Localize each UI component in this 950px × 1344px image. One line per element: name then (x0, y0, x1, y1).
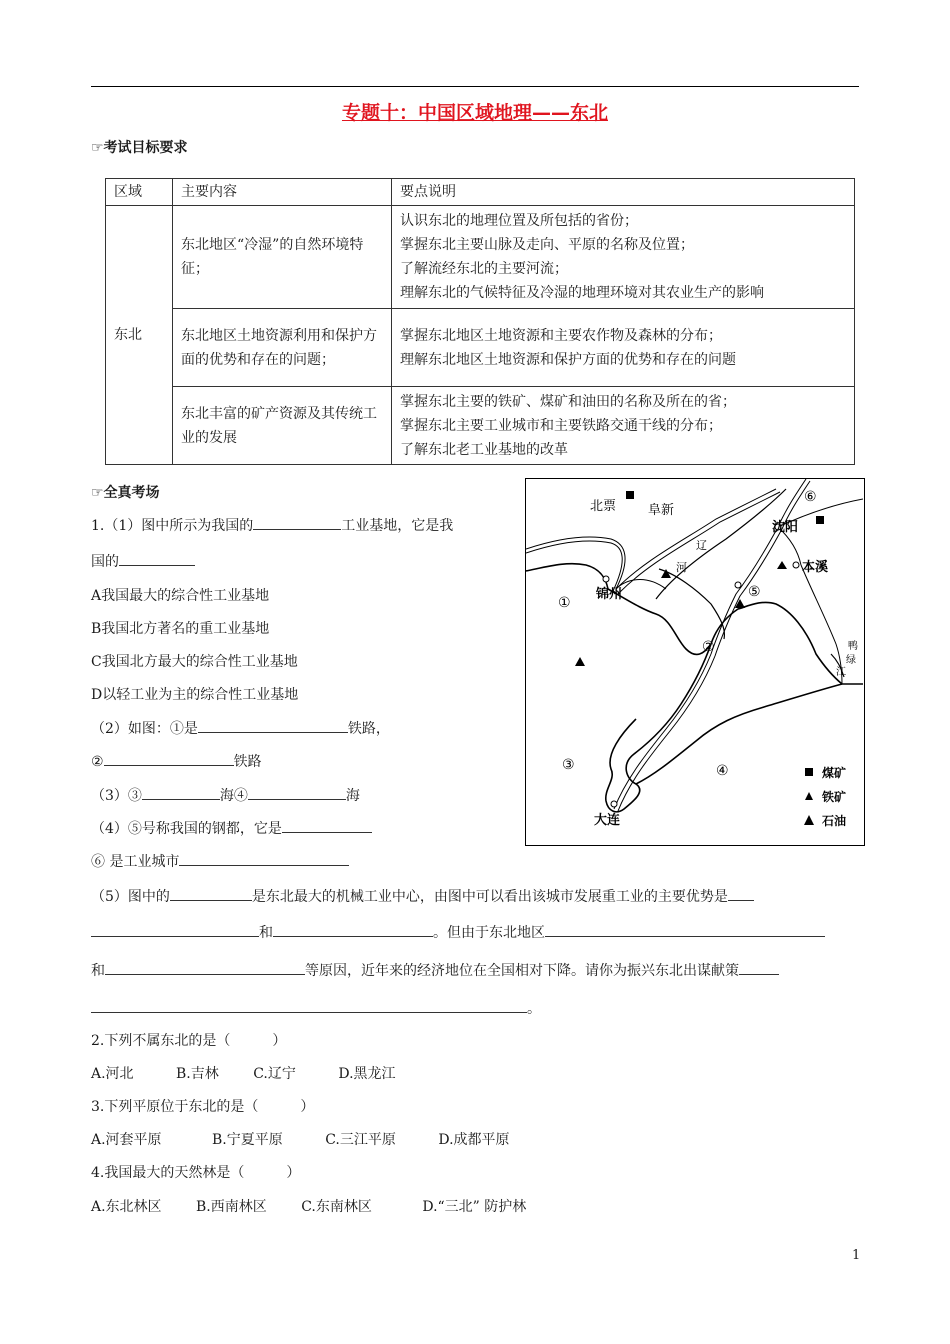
map-svg (526, 479, 863, 844)
option[interactable]: A.东北林区 (91, 1199, 162, 1215)
q1-text: 铁路， (347, 721, 390, 737)
q1-option-d: D以轻工业为主的综合性工业基地 (91, 687, 299, 703)
iron-mine-benxi (777, 561, 787, 569)
q1-text: ② (91, 754, 104, 770)
table-header: 要点说明 (392, 179, 855, 206)
requirements-table (105, 178, 855, 465)
city-label: 大连 (594, 813, 621, 828)
q1-part4b (91, 851, 349, 871)
option[interactable]: B.西南林区 (196, 1199, 267, 1215)
q3-options (91, 1129, 510, 1149)
q1-text: （4）⑤号称我国的钢都，它是 (91, 821, 282, 837)
city-label: 锦州 (596, 587, 623, 602)
marker-3: ③ (562, 757, 575, 773)
q1-option-c: C我国北方最大的综合性工业基地 (91, 654, 298, 670)
q1-text: 和 (259, 925, 273, 941)
river-label: 河 (676, 561, 687, 574)
q1-text: 海 (345, 788, 360, 804)
blank-advantage-1a[interactable] (728, 886, 754, 901)
point-line: 了解流经东北的主要河流； (400, 261, 568, 277)
q1-part3 (91, 785, 360, 805)
q1-text: 海④ (219, 788, 248, 804)
yalu-label: 鸭 (848, 641, 858, 652)
page-number: 1 (852, 1248, 861, 1263)
q1-part2 (91, 718, 390, 738)
iron-mine-west (575, 657, 585, 666)
city-label: 阜新 (648, 503, 675, 518)
q1-part4 (91, 818, 372, 838)
blank-advantage-1b[interactable] (91, 922, 259, 937)
point-line: 掌握东北主要的铁矿、煤矿和油田的名称及所在的省； (400, 393, 736, 410)
q1-text: 是东北最大的机械工业中心，由图中可以看出该城市发展重工业的主要优势是 (251, 889, 728, 905)
q1-part2b (91, 751, 262, 771)
option[interactable]: C.三江平原 (325, 1132, 396, 1148)
marker-5: ⑤ (748, 584, 761, 600)
city-dot-anshan (735, 582, 741, 588)
content-cell: 东北地区土地资源利用和保护方面的优势和存在的问题； (173, 309, 392, 387)
northeast-map (525, 478, 865, 846)
q1-text: （2）如图：①是 (91, 721, 198, 737)
coal-mine-shenyang (816, 516, 824, 524)
marker-1: ① (558, 595, 571, 611)
q1-part5d (91, 998, 541, 1018)
blank-railway-2[interactable] (104, 751, 234, 766)
blank-industrial-city[interactable] (179, 851, 349, 866)
city-label: 北票 (590, 499, 617, 514)
blank-advice-2[interactable] (91, 998, 527, 1013)
points-cell (392, 309, 855, 387)
q1-text: （5）图中的 (91, 889, 170, 905)
region-cell: 东北 (106, 206, 173, 465)
q1-text: 铁路 (233, 754, 262, 770)
legend-label: 石油 (822, 814, 847, 828)
q1-text: 1.（1）图中所示为我国的 (91, 518, 254, 534)
option[interactable]: C.东南林区 (301, 1199, 372, 1215)
city-label: 本溪 (802, 560, 829, 575)
q1-part5 (91, 886, 754, 906)
q1-text: 和 (91, 963, 105, 979)
q1-text: 。但由于东北地区 (433, 925, 545, 941)
blank-sea-4[interactable] (248, 785, 346, 800)
q1-text: 工业基地，它是我 (341, 518, 454, 534)
option[interactable]: A.河套平原 (91, 1132, 162, 1148)
legend-coal-icon (805, 768, 813, 776)
q1-text: ⑥ 是工业城市 (91, 854, 180, 870)
option[interactable]: C.辽宁 (253, 1066, 296, 1082)
blank-machinery-city[interactable] (170, 886, 252, 901)
point-line: 了解东北老工业基地的改革 (400, 441, 568, 458)
yalu-label: 江 (836, 667, 846, 678)
q1-line1 (91, 515, 453, 535)
q1-line2 (91, 551, 195, 571)
option[interactable]: D.成都平原 (438, 1132, 510, 1148)
blank-reason-1[interactable] (545, 922, 825, 937)
blank-railway-1[interactable] (198, 718, 348, 733)
legend-oil-icon (804, 815, 814, 825)
blank-advice-1[interactable] (739, 960, 779, 975)
content-cell: 东北丰富的矿产资源及其传统工业的发展 (173, 387, 392, 465)
point-line: 理解东北的气候特征及冷湿的地理环境对其农业生产的影响 (400, 285, 764, 301)
q4-stem: 4.我国最大的天然林是（ ） (91, 1165, 301, 1181)
river-branch (659, 569, 724, 639)
city-label: 沈阳 (772, 520, 799, 535)
legend-label: 铁矿 (822, 790, 847, 804)
q3-stem: 3.下列平原位于东北的是（ ） (91, 1099, 315, 1115)
q1-text: （3）③ (91, 788, 142, 804)
marker-6: ⑥ (804, 489, 817, 505)
q2-options (91, 1063, 396, 1083)
q1-part5c (91, 960, 779, 980)
top-rule (91, 86, 859, 87)
q1-blank-rank[interactable] (119, 551, 195, 566)
marker-4: ④ (716, 763, 729, 779)
liaodong-peninsula-west (606, 644, 711, 812)
point-line: 掌握东北主要山脉及走向、平原的名称及位置； (400, 237, 694, 253)
city-dot-jinzhou (603, 576, 609, 582)
q1-text: 。 (527, 1001, 541, 1017)
option[interactable]: D.“三北” 防护林 (422, 1199, 527, 1215)
blank-sea-3[interactable] (142, 785, 220, 800)
q1-text: 国的 (91, 554, 119, 570)
q1-part5b (91, 922, 825, 942)
legend-label: 煤矿 (822, 766, 847, 780)
option[interactable]: B.吉林 (176, 1066, 219, 1082)
points-cell (392, 387, 855, 465)
section-heading-goals: ☞考试目标要求 (91, 140, 188, 156)
blank-advantage-2[interactable] (273, 922, 433, 937)
river-label: 辽 (696, 539, 707, 552)
point-line: 掌握东北主要工业城市和主要铁路交通干线的分布； (400, 417, 722, 434)
table-header: 区域 (106, 179, 173, 206)
city-dot-dalian (611, 801, 617, 807)
option[interactable]: D.黑龙江 (338, 1066, 396, 1082)
point-line: 理解东北地区土地资源和保护方面的优势和存在的问题 (400, 351, 736, 368)
q1-text: 等原因，近年来的经济地位在全国相对下降。请你为振兴东北出谋献策 (305, 963, 739, 979)
marker-2: ② (702, 639, 715, 655)
content-cell: 东北地区“冷湿”的自然环境特征； (173, 206, 392, 309)
point-line: 认识东北的地理位置及所包括的省份； (400, 213, 638, 229)
blank-steel-city[interactable] (282, 818, 372, 833)
q1-option-b: B我国北方著名的重工业基地 (91, 621, 270, 637)
option[interactable]: A.河北 (91, 1066, 134, 1082)
page-title: 专题十：中国区域地理——东北 (341, 102, 608, 124)
q2-stem: 2.下列不属东北的是（ ） (91, 1033, 287, 1049)
coal-mine-beipiao (626, 491, 634, 499)
q4-options (91, 1196, 526, 1216)
table-header: 主要内容 (173, 179, 392, 206)
section-heading-exam: ☞全真考场 (91, 485, 160, 501)
city-dot-benxi (793, 562, 799, 568)
option[interactable]: B.宁夏平原 (212, 1132, 283, 1148)
points-cell (392, 206, 855, 309)
blank-reason-2[interactable] (105, 960, 305, 975)
yalu-label: 绿 (846, 655, 856, 666)
legend-iron-icon (805, 792, 813, 800)
q1-option-a: A我国最大的综合性工业基地 (91, 588, 270, 604)
q1-blank-base[interactable] (253, 515, 341, 530)
point-line: 掌握东北地区土地资源和主要农作物及森林的分布； (400, 327, 722, 344)
